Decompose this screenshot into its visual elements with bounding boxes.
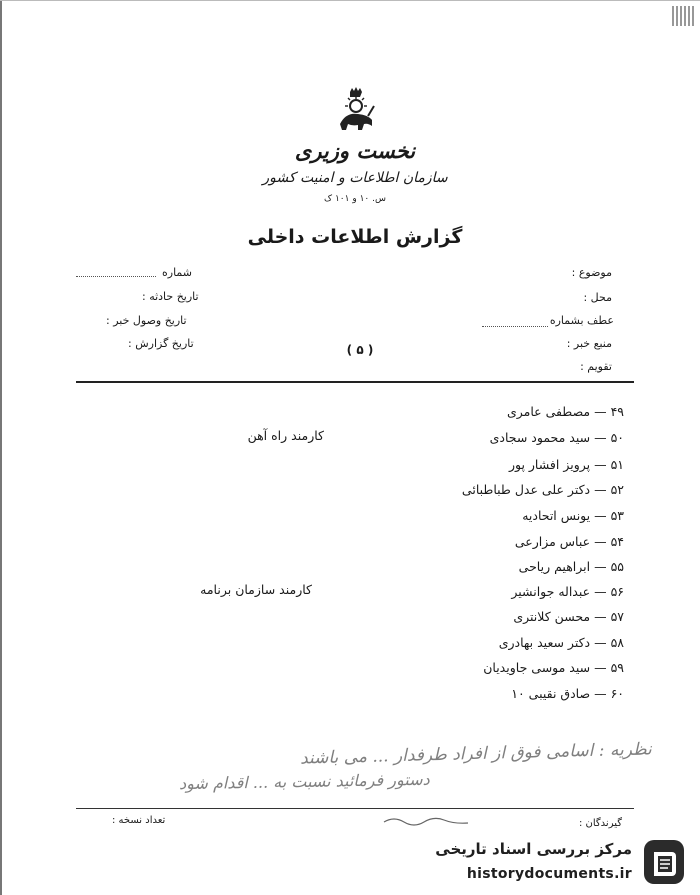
item-number: ۵۹ [610, 660, 624, 675]
header-divider [76, 381, 634, 383]
item-name: سید محمود سجادی [489, 430, 591, 445]
item-name: عبداله جوانشیر [511, 584, 591, 599]
recipients-label: گیرندگان : [578, 818, 622, 829]
list-item: ۵۲ — دکتر علی عدل طباطبائی [461, 482, 624, 497]
number-dots [76, 276, 156, 277]
list-item: ۵۴ — عباس مزارعی [514, 534, 624, 549]
scan-corner-mark [672, 6, 694, 26]
office-heading: نخست وزیری [294, 138, 416, 163]
item-number: ۵۰ [610, 430, 624, 445]
list-item: ۵۶ — عبداله جوانشیر [511, 584, 624, 599]
item-number: ۵۱ [610, 457, 624, 472]
report-title: گزارش اطلاعات داخلی [247, 226, 463, 248]
item-name: پرویز افشار پور [508, 457, 591, 472]
list-item: ۵۸ — دکتر سعید بهادری [498, 635, 624, 650]
item-number: ۵۶ [610, 584, 624, 599]
item-name: عباس مزارعی [514, 534, 591, 549]
evaluation-label: تقویم : [580, 360, 612, 373]
scan-edge-top [0, 0, 700, 1]
report-date-label: تاریخ گزارش : [128, 337, 194, 350]
handwritten-note: نظریه : اسامی فوق از افراد طرفدار ... می باشند [299, 739, 653, 769]
footer-divider [76, 808, 634, 809]
item-name: محسن کلانتری [513, 609, 591, 624]
item-number: ۵۳ [610, 508, 624, 523]
signature-scribble [382, 813, 472, 829]
item-name: ابراهیم ریاحی [518, 559, 591, 574]
form-code: س. ۱۰ و ۱۰۱ ک [324, 194, 386, 204]
reference-dots [482, 326, 548, 327]
item-number: ۶۰ [610, 686, 624, 701]
item-name: دکتر علی عدل طباطبائی [461, 482, 591, 497]
copies-label: تعداد نسخه : [112, 815, 166, 826]
list-item: ۵۷ — محسن کلانتری [513, 609, 624, 624]
item-number: ۵۸ [610, 635, 624, 650]
item-name: مصطفی عامری [506, 404, 591, 419]
item-name: سید موسی جاویدیان [483, 660, 591, 675]
item-name: یونس اتحادیه [522, 508, 591, 523]
event-date-label: تاریخ حادثه : [142, 290, 199, 303]
number-label: شماره [162, 266, 193, 279]
list-item: ۴۹ — مصطفی عامری [506, 404, 624, 419]
handwritten-note: دستور فرمائید نسبت به ... اقدام شود [179, 769, 431, 794]
report-number: ( ۵ ) [346, 343, 374, 357]
list-item: ۵۱ — پرویز افشار پور [508, 457, 624, 472]
lion-and-sun-emblem-icon [334, 86, 378, 132]
received-date-label: تاریخ وصول خبر : [106, 314, 187, 327]
list-item: ۵۰ — سید محمود سجادی [489, 430, 624, 445]
archive-folder-logo-icon [640, 836, 688, 888]
watermark-name: مرکز بررسی اسناد تاریخی [435, 840, 632, 858]
item-note: کارمند راه آهن [247, 428, 324, 443]
item-number: ۵۴ [610, 534, 624, 549]
scan-edge [0, 0, 2, 895]
item-number: ۵۵ [610, 559, 624, 574]
organization-heading: سازمان اطلاعات و امنیت کشور [262, 170, 448, 186]
list-item: ۶۰ — صادق نقیبی ۱۰ [511, 686, 624, 701]
watermark-url: historydocuments.ir [466, 866, 632, 882]
item-name: دکتر سعید بهادری [498, 635, 591, 650]
list-item: ۵۳ — یونس اتحادیه [522, 508, 624, 523]
item-number: ۵۷ [610, 609, 624, 624]
place-label: محل : [583, 291, 612, 304]
reference-label: عطف بشماره [549, 314, 614, 327]
item-name: صادق نقیبی ۱۰ [511, 686, 591, 701]
subject-label: موضوع : [571, 266, 612, 279]
item-number: ۴۹ [610, 404, 624, 419]
list-item: ۵۵ — ابراهیم ریاحی [518, 559, 624, 574]
source-label: منبع خبر : [566, 337, 612, 350]
item-number: ۵۲ [610, 482, 624, 497]
item-note: کارمند سازمان برنامه [200, 582, 312, 597]
list-item: ۵۹ — سید موسی جاویدیان [483, 660, 624, 675]
